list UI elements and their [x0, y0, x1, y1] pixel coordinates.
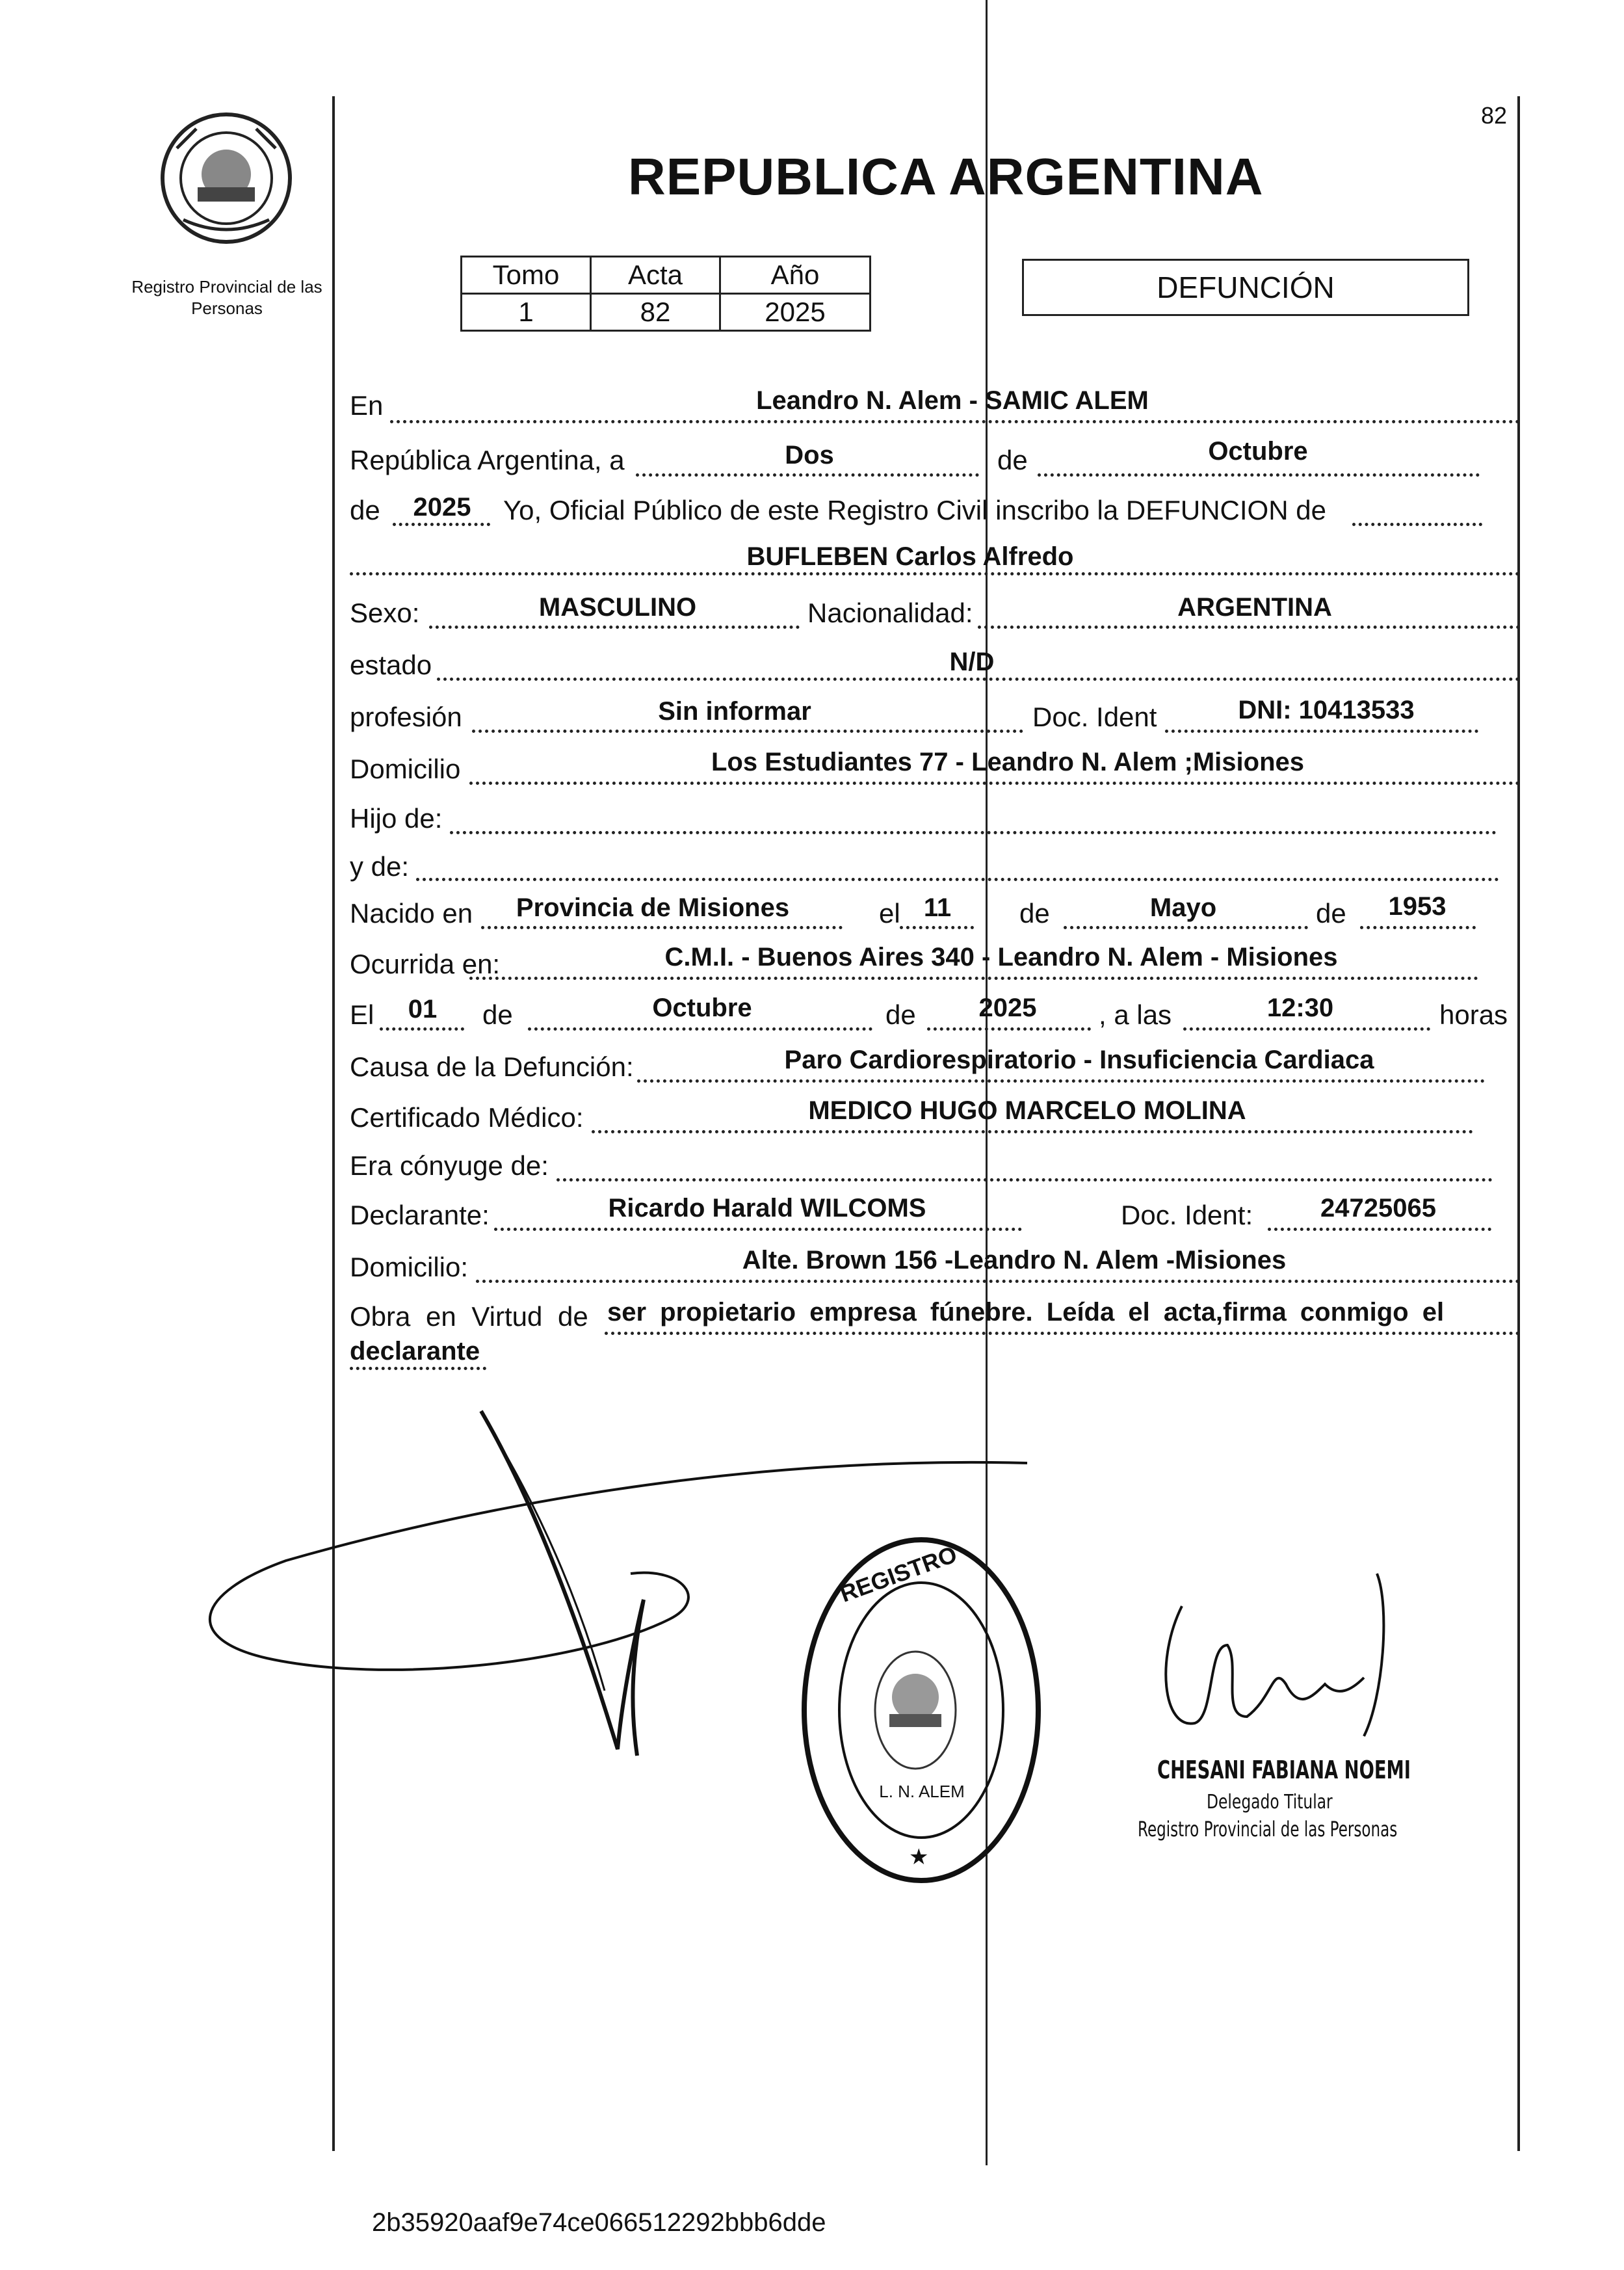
- en-dots: [390, 420, 1520, 423]
- sexo-label: Sexo:: [350, 598, 420, 628]
- obra-dots-2: [350, 1367, 486, 1370]
- official-stamp: [798, 1535, 1044, 1886]
- deceased-name: BUFLEBEN Carlos Alfredo: [746, 542, 1074, 571]
- doc-ident-label: Doc. Ident: [1032, 702, 1157, 732]
- el-label: el: [879, 898, 900, 929]
- page-number: 82: [1481, 102, 1508, 129]
- hijo-label: Hijo de:: [350, 803, 443, 834]
- anio-header: Año: [720, 257, 871, 294]
- domicilio-dots-2: [476, 1280, 1520, 1283]
- sexo-value: MASCULINO: [538, 593, 697, 622]
- declarante-value: Ricardo Harald WILCOMS: [608, 1194, 926, 1222]
- de-label-4: de: [1316, 898, 1346, 929]
- official-title: Delegado Titular: [1207, 1791, 1333, 1814]
- el-label-2: El: [350, 999, 374, 1030]
- hijo-dots: [450, 831, 1497, 834]
- birth-day-dots: [900, 926, 974, 929]
- death-day-dots: [380, 1027, 464, 1031]
- estado-value: N/D: [949, 648, 995, 676]
- obra-value-2: declarante: [350, 1337, 480, 1366]
- conyuge-label: Era cónyuge de:: [350, 1150, 549, 1181]
- domicilio-label: Domicilio: [350, 754, 461, 784]
- conyuge-dots: [557, 1178, 1493, 1181]
- acta-value: 82: [591, 294, 720, 331]
- document-hash: 2b35920aaf9e74ce066512292bbb6dde: [372, 2208, 826, 2237]
- nacionalidad-dots: [978, 626, 1520, 629]
- left-margin-line: [332, 96, 335, 2151]
- de-label-6: de: [885, 999, 916, 1030]
- birth-month-dots: [1064, 926, 1308, 929]
- en-label: En: [350, 390, 384, 421]
- country-title: REPUBLICA ARGENTINA: [628, 148, 1264, 205]
- a-las-label: , a las: [1099, 999, 1172, 1030]
- birth-month: Mayo: [1149, 893, 1217, 922]
- birth-day: 11: [923, 893, 952, 922]
- day-dots: [636, 473, 979, 477]
- domicilio-label-2: Domicilio:: [350, 1252, 469, 1282]
- document-type-box: [1022, 259, 1469, 316]
- causa-label: Causa de la Defunción:: [350, 1051, 634, 1082]
- registry-name: Registro Provincial de las Personas: [131, 277, 322, 318]
- nacido-dots: [481, 926, 843, 929]
- name-dots: [350, 572, 1520, 575]
- yo-text: Yo, Oficial Público de este Registro Civil inscribo la DEFUNCION de: [503, 495, 1326, 525]
- y-de-dots: [416, 878, 1499, 881]
- stamp-label-top: REGISTRO: [836, 1540, 961, 1607]
- year-value: 2025: [413, 493, 471, 521]
- tomo-header: Tomo: [462, 257, 591, 294]
- year-dots: [393, 523, 490, 526]
- nacido-value: Provincia de Misiones: [516, 893, 790, 922]
- death-month-dots: [528, 1027, 872, 1031]
- profesion-value: Sin informar: [658, 697, 811, 726]
- republica-label: República Argentina, a: [350, 445, 625, 475]
- nacionalidad-label: Nacionalidad:: [807, 598, 973, 628]
- estado-dots: [437, 678, 1520, 681]
- birth-year-dots: [1360, 926, 1476, 929]
- ocurrida-dots: [469, 977, 1478, 980]
- obra-value: ser propietario empresa fúnebre. Leída el acta,firma conmigo el: [607, 1298, 1445, 1326]
- domicilio-dots: [469, 782, 1520, 785]
- de-label-2: de: [350, 495, 380, 525]
- obra-dots: [605, 1332, 1520, 1335]
- de-label-3: de: [1019, 898, 1050, 929]
- death-year-dots: [927, 1027, 1091, 1031]
- nacido-label: Nacido en: [350, 898, 473, 929]
- day-value: Dos: [785, 441, 834, 469]
- horas-label: horas: [1439, 999, 1508, 1030]
- death-time-dots: [1183, 1027, 1430, 1031]
- declarante-dots: [494, 1228, 1022, 1231]
- official-registry: Registro Provincial de las Personas: [1138, 1817, 1398, 1841]
- province-seal: [157, 109, 295, 247]
- doc-ident-value: DNI: 10413533: [1238, 696, 1415, 724]
- official-signature: [1143, 1567, 1416, 1756]
- en-value: Leandro N. Alem - SAMIC ALEM: [756, 386, 1149, 415]
- estado-label: estado: [350, 650, 432, 680]
- anio-value: 2025: [720, 294, 871, 331]
- doc-ident-dots-2: [1268, 1228, 1491, 1231]
- death-month: Octubre: [652, 994, 752, 1022]
- declarante-label: Declarante:: [350, 1200, 490, 1230]
- stamp-inner-text: L. N. ALEM: [879, 1782, 965, 1801]
- nacionalidad-value: ARGENTINA: [1177, 593, 1332, 622]
- doc-ident-value-2: 24725065: [1320, 1194, 1436, 1222]
- after-yo-dots: [1352, 523, 1482, 526]
- official-name: CHESANI FABIANA NOEMI: [1157, 1756, 1411, 1784]
- certificado-value: MEDICO HUGO MARCELO MOLINA: [808, 1096, 1246, 1125]
- de-label-1: de: [997, 445, 1028, 475]
- sexo-dots: [429, 626, 800, 629]
- doc-ident-label-2: Doc. Ident:: [1121, 1200, 1253, 1230]
- volume-table: [460, 256, 871, 332]
- certificado-label: Certificado Médico:: [350, 1102, 584, 1133]
- star-icon: ★: [909, 1845, 929, 1869]
- month-dots: [1038, 473, 1480, 477]
- profesion-dots: [472, 730, 1023, 733]
- domicilio-value-2: Alte. Brown 156 -Leandro N. Alem -Misiones: [742, 1246, 1287, 1274]
- causa-dots: [637, 1079, 1485, 1083]
- certificado-dots: [592, 1130, 1473, 1133]
- death-year: 2025: [978, 994, 1037, 1022]
- birth-year: 1953: [1388, 892, 1447, 921]
- de-label-5: de: [482, 999, 513, 1030]
- profesion-label: profesión: [350, 702, 462, 732]
- death-time: 12:30: [1266, 994, 1334, 1022]
- month-value: Octubre: [1208, 437, 1308, 466]
- death-day: 01: [408, 995, 438, 1023]
- ocurrida-value: C.M.I. - Buenos Aires 340 - Leandro N. Alem - Misiones: [664, 943, 1338, 971]
- ocurrida-label: Ocurrida en:: [350, 949, 501, 979]
- document-type: DEFUNCIÓN: [1157, 271, 1335, 304]
- doc-ident-dots: [1165, 730, 1478, 733]
- right-margin-line: [1517, 96, 1520, 2151]
- acta-header: Acta: [591, 257, 720, 294]
- tomo-value: 1: [462, 294, 591, 331]
- y-de-label: y de:: [350, 851, 410, 882]
- domicilio-value: Los Estudiantes 77 - Leandro N. Alem ;Misiones: [711, 748, 1305, 776]
- obra-label: Obra en Virtud de: [350, 1301, 588, 1332]
- causa-value: Paro Cardiorespiratorio - Insuficiencia Cardiaca: [784, 1046, 1374, 1074]
